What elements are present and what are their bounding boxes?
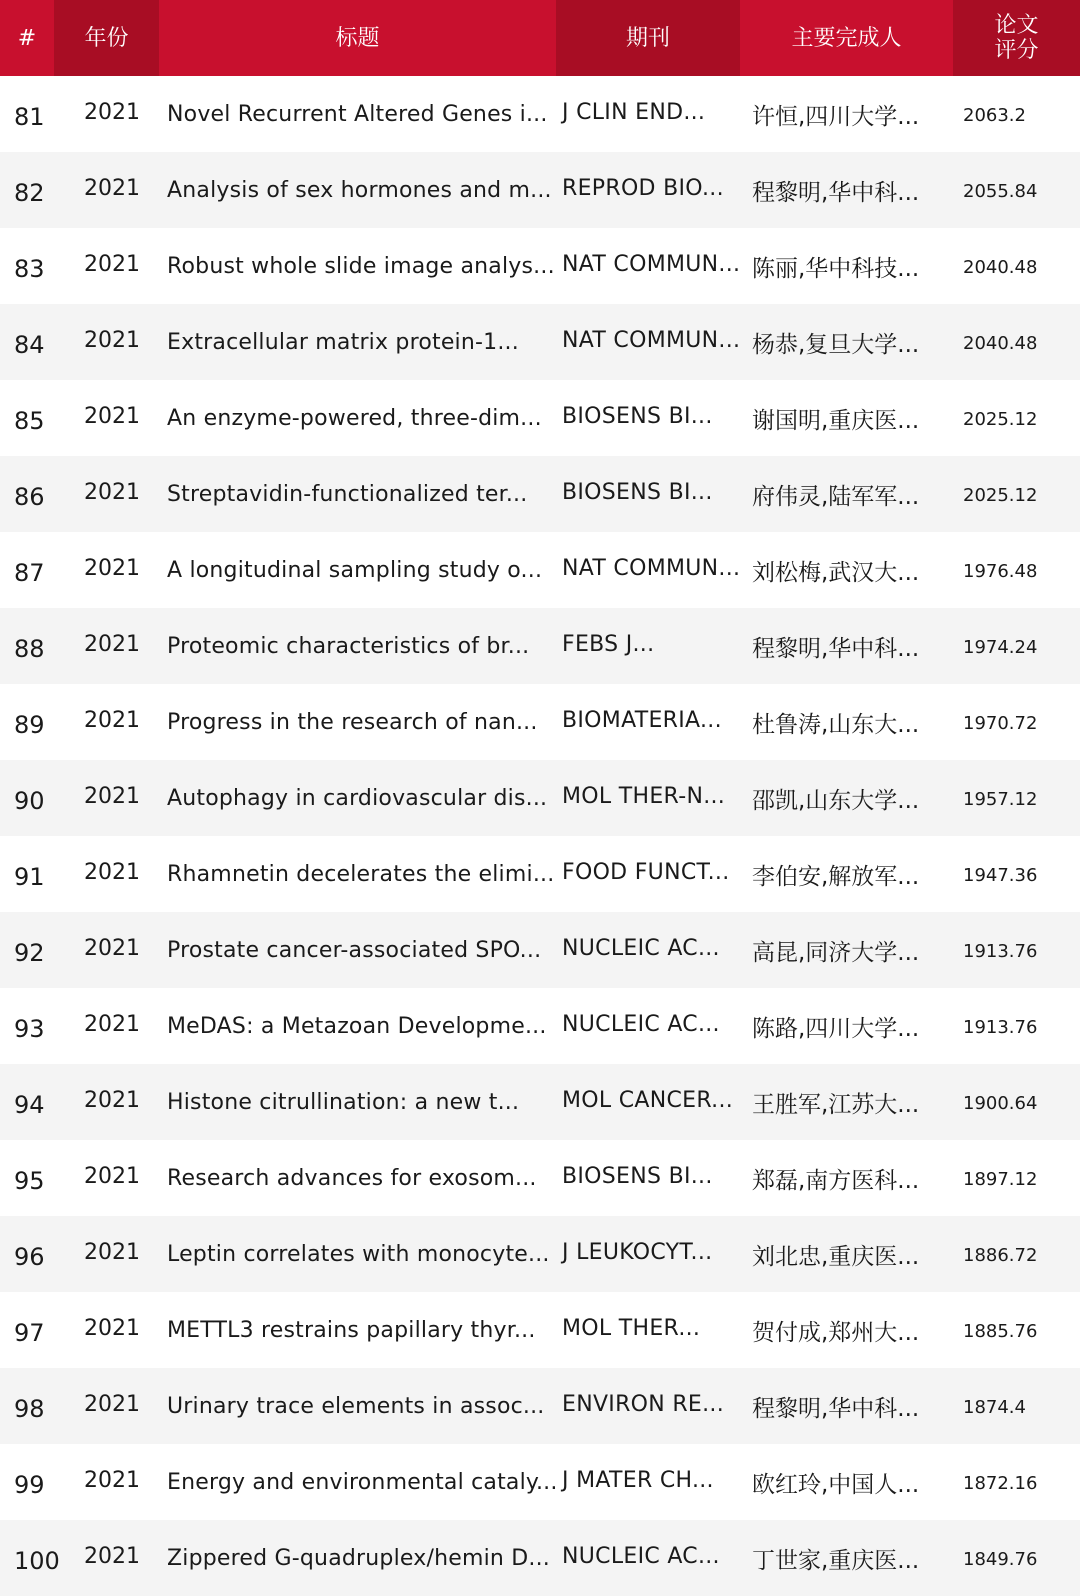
cell-journal: MOL THER... [562, 1315, 701, 1341]
cell-score: 2040.48 [963, 256, 1038, 278]
cell-score: 1957.12 [963, 788, 1038, 810]
cell-num: 98 [14, 1395, 45, 1423]
cell-journal: NAT COMMUN... [562, 251, 741, 277]
cell-title: Rhamnetin decelerates the elimi... [167, 861, 555, 887]
cell-title: Research advances for exosom... [167, 1165, 537, 1191]
header-score: 论文 评分 [953, 0, 1080, 76]
cell-authors: 李伯安,解放军... [752, 863, 920, 890]
table-row[interactable] [0, 152, 1080, 228]
table-body [0, 76, 1080, 1596]
cell-journal: MOL THER-N... [562, 783, 726, 809]
cell-journal: NAT COMMUN... [562, 555, 741, 581]
cell-score: 2025.12 [963, 484, 1038, 506]
cell-authors: 刘松梅,武汉大... [752, 559, 920, 586]
table-row[interactable] [0, 760, 1080, 836]
cell-num: 94 [14, 1091, 45, 1119]
cell-authors: 邵凯,山东大学... [752, 787, 920, 814]
table-row[interactable] [0, 1520, 1080, 1596]
table-row[interactable] [0, 912, 1080, 988]
cell-title: Prostate cancer-associated SPO... [167, 937, 542, 963]
cell-journal: J MATER CH... [562, 1467, 714, 1493]
cell-num: 91 [14, 863, 45, 891]
cell-score: 1849.76 [963, 1548, 1038, 1570]
cell-year: 2021 [84, 1543, 140, 1569]
cell-year: 2021 [84, 1391, 140, 1417]
cell-journal: MOL CANCER... [562, 1087, 734, 1113]
cell-authors: 刘北忠,重庆医... [752, 1243, 920, 1270]
cell-year: 2021 [84, 1087, 140, 1113]
cell-journal: BIOSENS BI... [562, 1163, 713, 1189]
cell-year: 2021 [84, 1239, 140, 1265]
cell-score: 1872.16 [963, 1472, 1038, 1494]
cell-num: 99 [14, 1471, 45, 1499]
table-row[interactable] [0, 684, 1080, 760]
cell-score: 1886.72 [963, 1244, 1038, 1266]
cell-year: 2021 [84, 99, 140, 125]
cell-score: 2055.84 [963, 180, 1038, 202]
cell-title: Zippered G-quadruplex/hemin D... [167, 1545, 550, 1571]
cell-authors: 谢国明,重庆医... [752, 407, 920, 434]
cell-authors: 程黎明,华中科... [752, 1395, 920, 1422]
cell-year: 2021 [84, 403, 140, 429]
cell-year: 2021 [84, 1315, 140, 1341]
table-row[interactable] [0, 1292, 1080, 1368]
cell-score: 1913.76 [963, 1016, 1038, 1038]
header-num: # [17, 25, 37, 51]
cell-title: MeDAS: a Metazoan Developme... [167, 1013, 547, 1039]
table-row[interactable] [0, 988, 1080, 1064]
cell-year: 2021 [84, 251, 140, 277]
cell-score: 1970.72 [963, 712, 1038, 734]
cell-authors: 杨恭,复旦大学... [752, 331, 920, 358]
cell-journal: BIOSENS BI... [562, 479, 713, 505]
cell-authors: 贺付成,郑州大... [752, 1319, 920, 1346]
cell-journal: FEBS J... [562, 631, 655, 657]
cell-journal: NAT COMMUN... [562, 327, 741, 353]
table-row[interactable] [0, 304, 1080, 380]
cell-title: Energy and environmental cataly... [167, 1469, 558, 1495]
cell-title: Urinary trace elements in assoc... [167, 1393, 545, 1419]
header-title: 标题 [335, 25, 380, 51]
cell-title: A longitudinal sampling study o... [167, 557, 543, 583]
cell-score: 2063.2 [963, 104, 1026, 126]
cell-num: 100 [14, 1547, 60, 1575]
cell-year: 2021 [84, 1163, 140, 1189]
cell-title: Leptin correlates with monocyte... [167, 1241, 550, 1267]
cell-authors: 高昆,同济大学... [752, 939, 920, 966]
cell-num: 97 [14, 1319, 45, 1347]
cell-num: 90 [14, 787, 45, 815]
table-row[interactable] [0, 532, 1080, 608]
cell-journal: J CLIN END... [562, 99, 706, 125]
cell-score: 1885.76 [963, 1320, 1038, 1342]
cell-journal: J LEUKOCYT... [562, 1239, 713, 1265]
cell-year: 2021 [84, 707, 140, 733]
table-row[interactable] [0, 228, 1080, 304]
cell-num: 86 [14, 483, 45, 511]
cell-score: 2025.12 [963, 408, 1038, 430]
cell-title: METTL3 restrains papillary thyr... [167, 1317, 536, 1343]
cell-title: Extracellular matrix protein-1... [167, 329, 519, 355]
table-row[interactable] [0, 1368, 1080, 1444]
cell-year: 2021 [84, 1467, 140, 1493]
table-row[interactable] [0, 608, 1080, 684]
table-row[interactable] [0, 380, 1080, 456]
cell-authors: 程黎明,华中科... [752, 179, 920, 206]
cell-authors: 郑磊,南方医科... [752, 1167, 920, 1194]
cell-title: Proteomic characteristics of br... [167, 633, 530, 659]
table-header [0, 0, 1080, 76]
header-journal: 期刊 [556, 0, 740, 76]
cell-authors: 王胜军,江苏大... [752, 1091, 920, 1118]
cell-num: 89 [14, 711, 45, 739]
cell-authors: 陈丽,华中科技... [752, 255, 920, 282]
cell-journal: BIOMATERIA... [562, 707, 722, 733]
table-row[interactable] [0, 456, 1080, 532]
cell-score: 1974.24 [963, 636, 1038, 658]
cell-year: 2021 [84, 1011, 140, 1037]
cell-authors: 陈路,四川大学... [752, 1015, 920, 1042]
cell-journal: NUCLEIC AC... [562, 1011, 720, 1037]
table-row[interactable] [0, 1216, 1080, 1292]
cell-authors: 杜鲁涛,山东大... [752, 711, 920, 738]
cell-score: 1913.76 [963, 940, 1038, 962]
cell-authors: 欧红玲,中国人... [752, 1471, 920, 1498]
cell-journal: NUCLEIC AC... [562, 1543, 720, 1569]
cell-year: 2021 [84, 479, 140, 505]
cell-num: 96 [14, 1243, 45, 1271]
cell-num: 83 [14, 255, 45, 283]
cell-title: An enzyme-powered, three-dim... [167, 405, 542, 431]
cell-year: 2021 [84, 631, 140, 657]
cell-num: 88 [14, 635, 45, 663]
table-row[interactable] [0, 1064, 1080, 1140]
cell-score: 1874.4 [963, 1396, 1026, 1418]
cell-title: Autophagy in cardiovascular dis... [167, 785, 548, 811]
cell-num: 81 [14, 103, 45, 131]
cell-year: 2021 [84, 859, 140, 885]
cell-num: 87 [14, 559, 45, 587]
cell-journal: REPROD BIO... [562, 175, 724, 201]
cell-title: Progress in the research of nan... [167, 709, 538, 735]
cell-num: 95 [14, 1167, 45, 1195]
header-authors: 主要完成人 [791, 25, 902, 51]
cell-num: 82 [14, 179, 45, 207]
table-row[interactable] [0, 1444, 1080, 1520]
cell-num: 92 [14, 939, 45, 967]
cell-num: 93 [14, 1015, 45, 1043]
cell-year: 2021 [84, 555, 140, 581]
table-row[interactable] [0, 836, 1080, 912]
cell-num: 85 [14, 407, 45, 435]
table-row[interactable] [0, 76, 1080, 152]
header-year: 年份 [54, 0, 159, 76]
cell-title: Streptavidin-functionalized ter... [167, 481, 528, 507]
table-row[interactable] [0, 1140, 1080, 1216]
cell-score: 1976.48 [963, 560, 1038, 582]
cell-year: 2021 [84, 935, 140, 961]
cell-score: 1900.64 [963, 1092, 1038, 1114]
cell-journal: FOOD FUNCT... [562, 859, 730, 885]
cell-score: 2040.48 [963, 332, 1038, 354]
cell-title: Histone citrullination: a new t... [167, 1089, 520, 1115]
cell-title: Analysis of sex hormones and m... [167, 177, 552, 203]
cell-num: 84 [14, 331, 45, 359]
cell-authors: 丁世家,重庆医... [752, 1547, 920, 1574]
cell-title: Robust whole slide image analys... [167, 253, 555, 279]
cell-title: Novel Recurrent Altered Genes i... [167, 101, 548, 127]
cell-authors: 许恒,四川大学... [752, 103, 920, 130]
cell-year: 2021 [84, 783, 140, 809]
cell-score: 1897.12 [963, 1168, 1038, 1190]
cell-authors: 程黎明,华中科... [752, 635, 920, 662]
cell-year: 2021 [84, 175, 140, 201]
cell-journal: BIOSENS BI... [562, 403, 713, 429]
cell-journal: NUCLEIC AC... [562, 935, 720, 961]
cell-authors: 府伟灵,陆军军... [752, 483, 920, 510]
cell-year: 2021 [84, 327, 140, 353]
cell-journal: ENVIRON RE... [562, 1391, 725, 1417]
cell-score: 1947.36 [963, 864, 1038, 886]
